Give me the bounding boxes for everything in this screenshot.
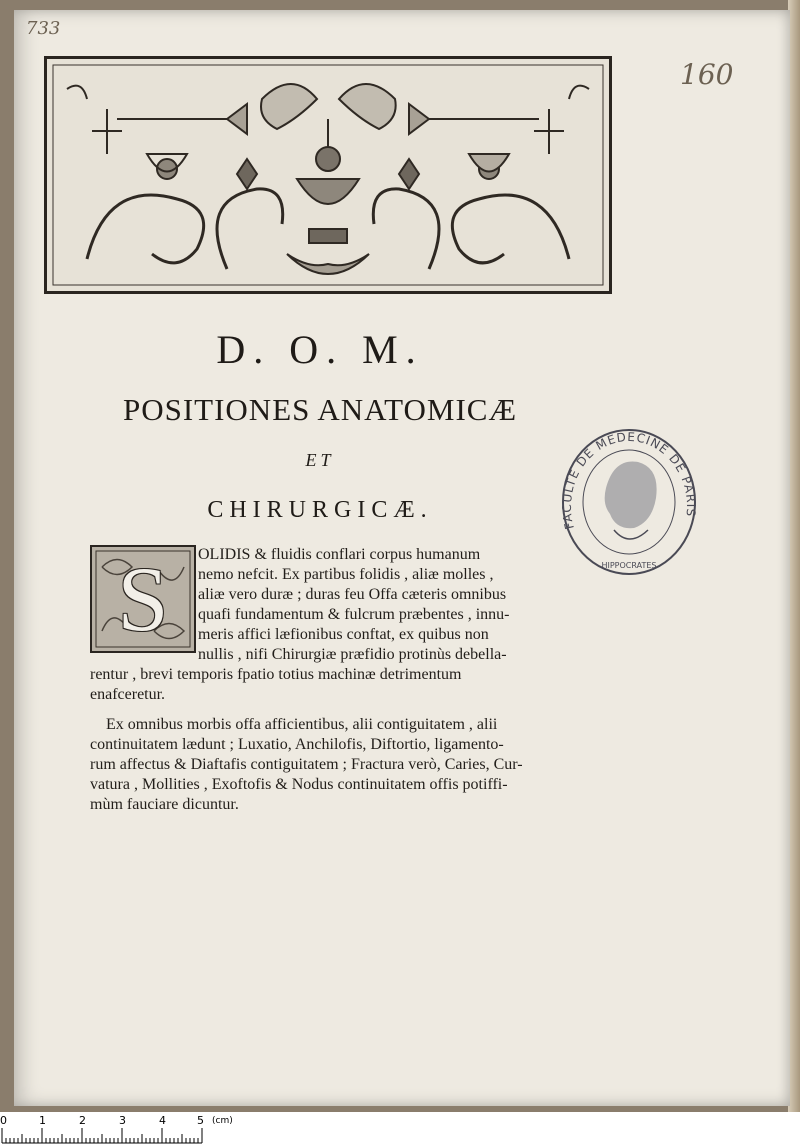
page-number: 160 <box>680 58 734 91</box>
text-line: quafi fundamentum & fulcrum præbentes , innu- <box>198 606 510 623</box>
stamp-seal <box>556 418 702 578</box>
text-line: OLIDIS & fluidis conflari corpus humanum <box>198 546 481 563</box>
ornamental-headpiece <box>44 56 612 294</box>
folio-number: 733 <box>26 18 61 39</box>
text-line: nullis , nifi Chirurgiæ præfidio protinùs debella- <box>198 646 507 663</box>
text-line: Ex omnibus morbis offa afficientibus, alii contiguitatem , alii <box>106 716 498 733</box>
initial-letter: S <box>117 548 169 650</box>
text-line: vatura , Mollities , Exoftofis & Nodus continuitatem offis potiffi- <box>90 776 508 793</box>
ruler-number: 0 <box>0 1114 7 1127</box>
title-conjunction: ET <box>305 450 335 470</box>
heading-dom: D. O. M. <box>216 327 424 372</box>
text-line: continuitatem lædunt ; Luxatio, Anchilofis, Diftortio, ligamento- <box>90 736 504 753</box>
scale-ruler <box>0 1112 800 1145</box>
ruler-number: 3 <box>119 1114 126 1127</box>
text-line: mùm fauciare dicuntur. <box>90 796 239 813</box>
ruler-number: 4 <box>159 1114 166 1127</box>
library-stamp <box>556 418 702 578</box>
decorated-initial <box>90 545 196 653</box>
text-line: meris affici læfionibus conftat, ex quibus non <box>198 626 489 643</box>
text-line: rentur , brevi temporis fpatio totius machinæ detrimentum <box>90 666 462 683</box>
ruler-number: 2 <box>79 1114 86 1127</box>
ruler-unit: (cm) <box>212 1116 233 1126</box>
document-subtitle: CHIRURGICÆ. <box>207 497 433 523</box>
text-line: aliæ vero duræ ; duras feu Offa cæteris omnibus <box>198 586 507 603</box>
text-line: enafceretur. <box>90 686 166 703</box>
text-line: nemo nefcit. Ex partibus folidis , aliæ molles , <box>198 566 494 583</box>
ruler-ticks <box>0 1112 210 1145</box>
ruler-number: 5 <box>197 1114 204 1127</box>
stamp-caption: HIPPOCRATES <box>601 561 657 570</box>
text-line: rum affectus & Diaftafis contiguitatem ; Fractura verò, Caries, Cur- <box>90 756 523 773</box>
headpiece-engraving <box>47 59 609 291</box>
ruler-number: 1 <box>39 1114 46 1127</box>
document-title: POSITIONES ANATOMICÆ <box>122 392 518 427</box>
stamp-text: FACULTE DE MEDECINE DE PARIS <box>559 429 699 531</box>
